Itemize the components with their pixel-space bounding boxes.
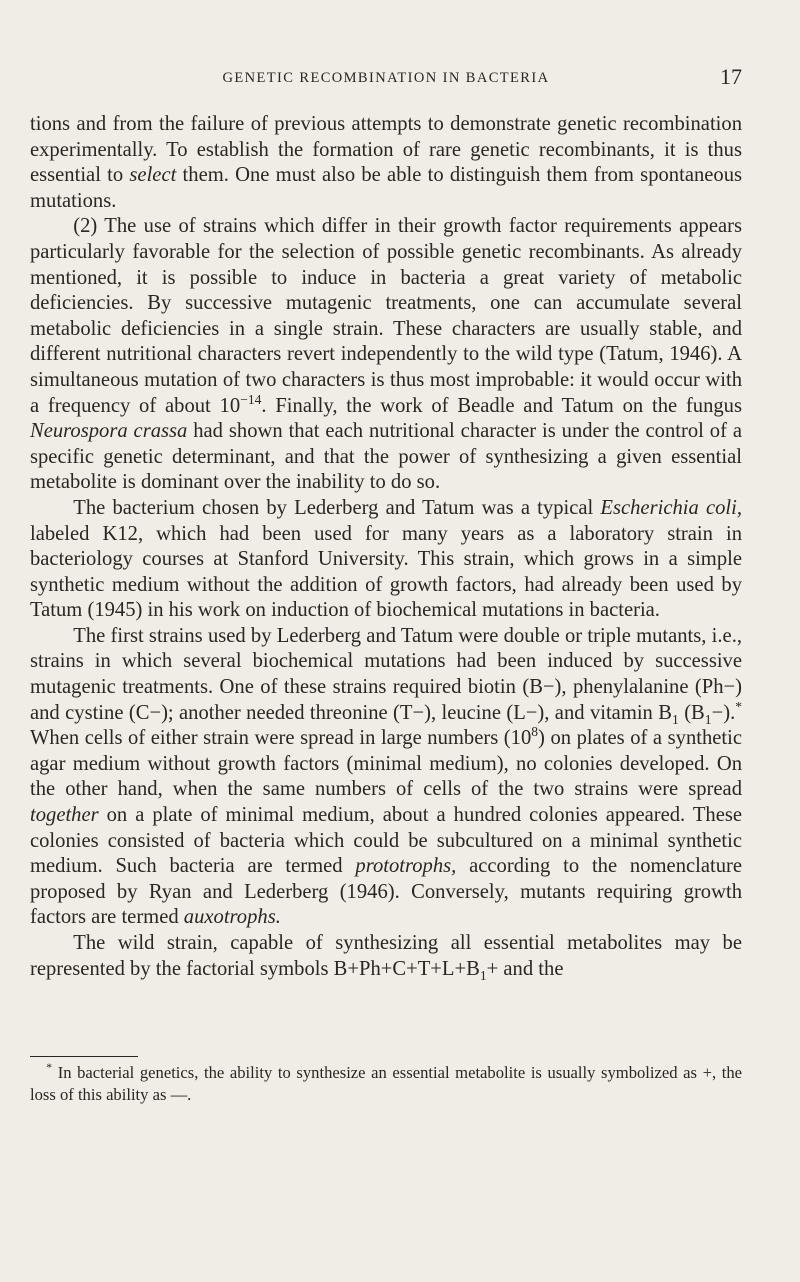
- page-header: [30, 64, 742, 104]
- footnote: [30, 1062, 742, 1106]
- footnote-marker: *: [46, 1061, 53, 1075]
- paragraph: The first strains used by Lederberg and Tatum were double or triple mutants, i.e., strains in which several biochemical mutations had been induced by successive mutagenic treatments. One of these strains required biotin (B−), phenylalanine (Ph−) and cystine (C−); another needed threonine (T−), leucine (L−), and vitamin $B_1$ $(B_1-).^*$ When cells of either strain were spread in large numbers $(10^8)$ on plates of a synthetic agar medium without growth factors (minimal medium), no colonies developed. On the other hand, when the same numbers of cells of the two strains were spread together on a plate of minimal medium, about a hundred colonies appeared. These colonies consisted of bacteria which could be subcultured on a minimal synthetic medium. Such bacteria are termed prototrophs, according to the nomenclature proposed by Ryan and Lederberg (1946). Conversely, mutants requiring growth factors are termed auxotrophs.: [30, 624, 743, 929]
- paragraph: tions and from the failure of previous attempts to demonstrate genetic recombination experimentally. To establish the formation of rare genetic recombinants, it is thus essential to select them. One must also be able to distinguish them from spontaneous mutations.: [30, 113, 742, 212]
- paragraph: The wild strain, capable of synthesizing all essential metabolites may be represented by the factorial symbols $B+Ph+C+T+L+B_1+$ and the: [30, 932, 742, 983]
- footnote-rule: [30, 1056, 138, 1057]
- running-head: GENETIC RECOMBINATION IN BACTERIA: [222, 70, 550, 86]
- footnote-text: In bacterial genetics, the ability to synthesize an essential metabolite is usually symbolized as +, the loss of this ability as —.: [30, 1063, 742, 1104]
- footnote-reference: *: [735, 698, 743, 714]
- body-text: [30, 112, 742, 982]
- paragraph: (2) The use of strains which differ in their growth factor requirements appears particularly favorable for the selection of possible genetic recombinants. As already mentioned, it is possible to induce in bacteria a great variety of metabolic deficiencies. By successive mutagenic treatments, one can accumulate several metabolic deficiencies in a single strain. These characters are usually stable, and different nutritional characters revert independently to the wild type (Tatum, 1946). A simultaneous mutation of two characters is thus most improbable: it would occur with a frequency of about $10^{-14}$. Finally, the work of Beadle and Tatum on the fungus Neurospora crassa had shown that each nutritional character is under the control of a specific genetic determinant, and that the power of synthesizing a given essential metabolite is dominant over the inability to do so.: [30, 215, 742, 494]
- page-number: 17: [720, 64, 742, 89]
- paragraph: The bacterium chosen by Lederberg and Tatum was a typical Escherichia coli, labeled K12, which had been used for many years as a laboratory strain in bacteriology courses at Stanford University. This strain, which grows in a simple synthetic medium without the addition of growth factors, had already been used by Tatum (1945) in his work on induction of biochemical mutations in bacteria.: [30, 496, 742, 622]
